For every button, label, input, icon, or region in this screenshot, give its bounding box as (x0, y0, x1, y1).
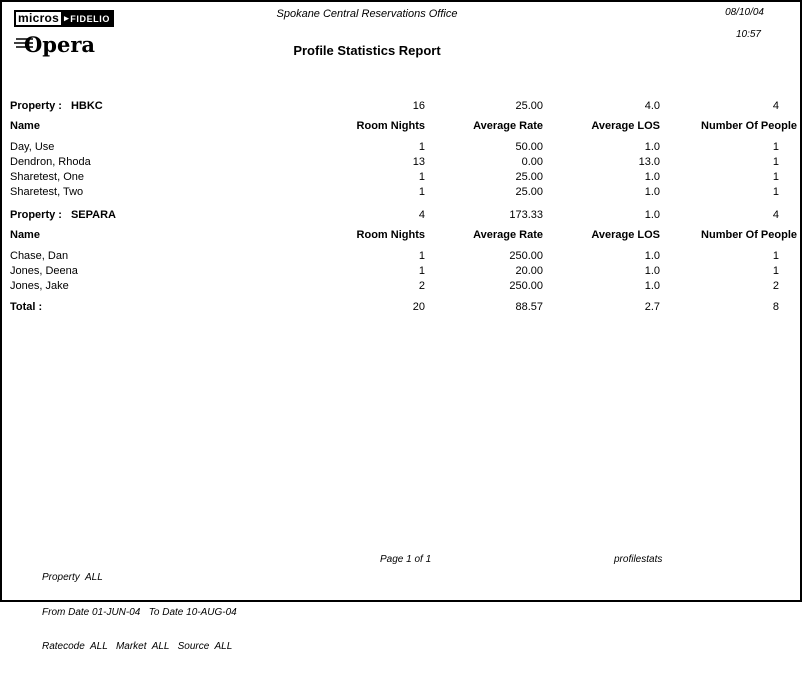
guest-row (10, 249, 779, 264)
guest-room-nights: 13 (412, 156, 425, 168)
property-cell (10, 99, 315, 114)
guest-name: Day, Use (10, 141, 55, 153)
total-value: 2.7 (644, 301, 660, 313)
page-number: Page 1 of 1 (380, 554, 432, 565)
property-section (10, 99, 797, 200)
guest-number-of-people: 1 (772, 250, 779, 262)
guest-row (10, 170, 779, 185)
total-value: 20 (412, 301, 425, 313)
column-header-average-rate: Average Rate (473, 229, 543, 241)
report-body (2, 99, 800, 315)
guest-average-los: 13.0 (638, 156, 660, 168)
footer-parameters (42, 549, 237, 676)
report-title: Profile Statistics Report (293, 43, 441, 58)
guest-average-rate: 20.00 (515, 265, 543, 277)
guest-name: Jones, Deena (10, 265, 78, 277)
guest-average-rate: 0.00 (521, 156, 543, 168)
column-header-row (10, 119, 797, 134)
report-id: profilestats (614, 554, 663, 565)
footer-code-filters: Ratecode ALL Market ALL Source ALL (42, 641, 233, 652)
micros-logo-text: micros (14, 10, 63, 27)
guest-room-nights: 1 (418, 250, 425, 262)
column-header-name: Name (10, 120, 40, 132)
property-summary-value: 4 (418, 209, 425, 221)
guest-name: Sharetest, One (10, 171, 84, 183)
footer-date-filter: From Date 01-JUN-04 To Date 10-AUG-04 (42, 606, 237, 618)
property-summary-value: 173.33 (509, 209, 543, 221)
guest-number-of-people: 2 (772, 280, 779, 292)
property-summary-value: 25.00 (515, 100, 543, 112)
fidelio-logo-text: FIDELIO (70, 13, 110, 24)
guest-room-nights: 1 (418, 141, 425, 153)
property-cell (10, 208, 315, 223)
total-label: Total : (10, 301, 43, 313)
property-summary-value: 16 (412, 100, 425, 112)
guest-name: Jones, Jake (10, 280, 69, 292)
guest-average-los: 1.0 (644, 250, 660, 262)
guest-average-los: 1.0 (644, 186, 660, 198)
guest-name: Sharetest, Two (10, 186, 84, 198)
guest-row (10, 264, 779, 279)
guest-average-rate: 250.00 (509, 280, 543, 292)
opera-logo-text: Opera (24, 32, 96, 57)
guest-average-rate: 250.00 (509, 250, 543, 262)
column-header-room-nights: Room Nights (356, 229, 425, 241)
guest-average-los: 1.0 (644, 141, 660, 153)
property-code: HBKC (70, 100, 103, 112)
property-section (10, 208, 797, 294)
report-time: 10:57 (735, 29, 761, 40)
column-header-name: Name (10, 229, 40, 241)
guest-room-nights: 2 (418, 280, 425, 292)
column-header-number-of-people: Number Of People (701, 120, 797, 132)
property-summary-value: 4 (772, 100, 779, 112)
footer-property-filter: Property ALL (42, 572, 103, 583)
guest-name: Dendron, Rhoda (10, 156, 91, 168)
column-header-row (10, 228, 797, 243)
guest-row (10, 185, 779, 200)
property-label: Property : (10, 100, 62, 112)
guest-average-rate: 25.00 (515, 171, 543, 183)
property-summary-value: 1.0 (644, 209, 660, 221)
column-header-room-nights: Room Nights (356, 120, 425, 132)
total-value: 8 (772, 301, 779, 313)
property-summary-value: 4 (772, 209, 779, 221)
guest-row (10, 279, 779, 294)
sections-host (10, 99, 797, 294)
guest-average-los: 1.0 (644, 280, 660, 292)
guest-room-nights: 1 (418, 186, 425, 198)
property-summary-value: 4.0 (644, 100, 660, 112)
guest-number-of-people: 1 (772, 186, 779, 198)
guest-room-nights: 1 (418, 265, 425, 277)
guest-number-of-people: 1 (772, 265, 779, 277)
guest-average-rate: 50.00 (515, 141, 543, 153)
guest-average-los: 1.0 (644, 171, 660, 183)
total-value: 88.57 (515, 301, 543, 313)
guest-number-of-people: 1 (772, 171, 779, 183)
property-summary-row (10, 99, 779, 114)
guest-average-rate: 25.00 (515, 186, 543, 198)
column-header-number-of-people: Number Of People (701, 229, 797, 241)
column-header-average-los: Average LOS (591, 229, 660, 241)
office-name: Spokane Central Reservations Office (276, 8, 458, 20)
guest-number-of-people: 1 (772, 141, 779, 153)
column-header-average-los: Average LOS (591, 120, 660, 132)
property-code: SEPARA (70, 209, 116, 221)
total-row (10, 300, 779, 315)
page-header (2, 8, 732, 58)
property-label: Property : (10, 209, 62, 221)
guest-rows (10, 249, 779, 294)
report-date: 08/10/04 (725, 7, 764, 18)
column-header-average-rate: Average Rate (473, 120, 543, 132)
fidelio-arrow-icon: ▸ (64, 13, 70, 23)
guest-average-los: 1.0 (644, 265, 660, 277)
guest-row (10, 140, 779, 155)
guest-row (10, 155, 779, 170)
guest-name: Chase, Dan (10, 250, 69, 262)
guest-number-of-people: 1 (772, 156, 779, 168)
guest-room-nights: 1 (418, 171, 425, 183)
guest-rows (10, 140, 779, 200)
property-summary-row (10, 208, 779, 223)
